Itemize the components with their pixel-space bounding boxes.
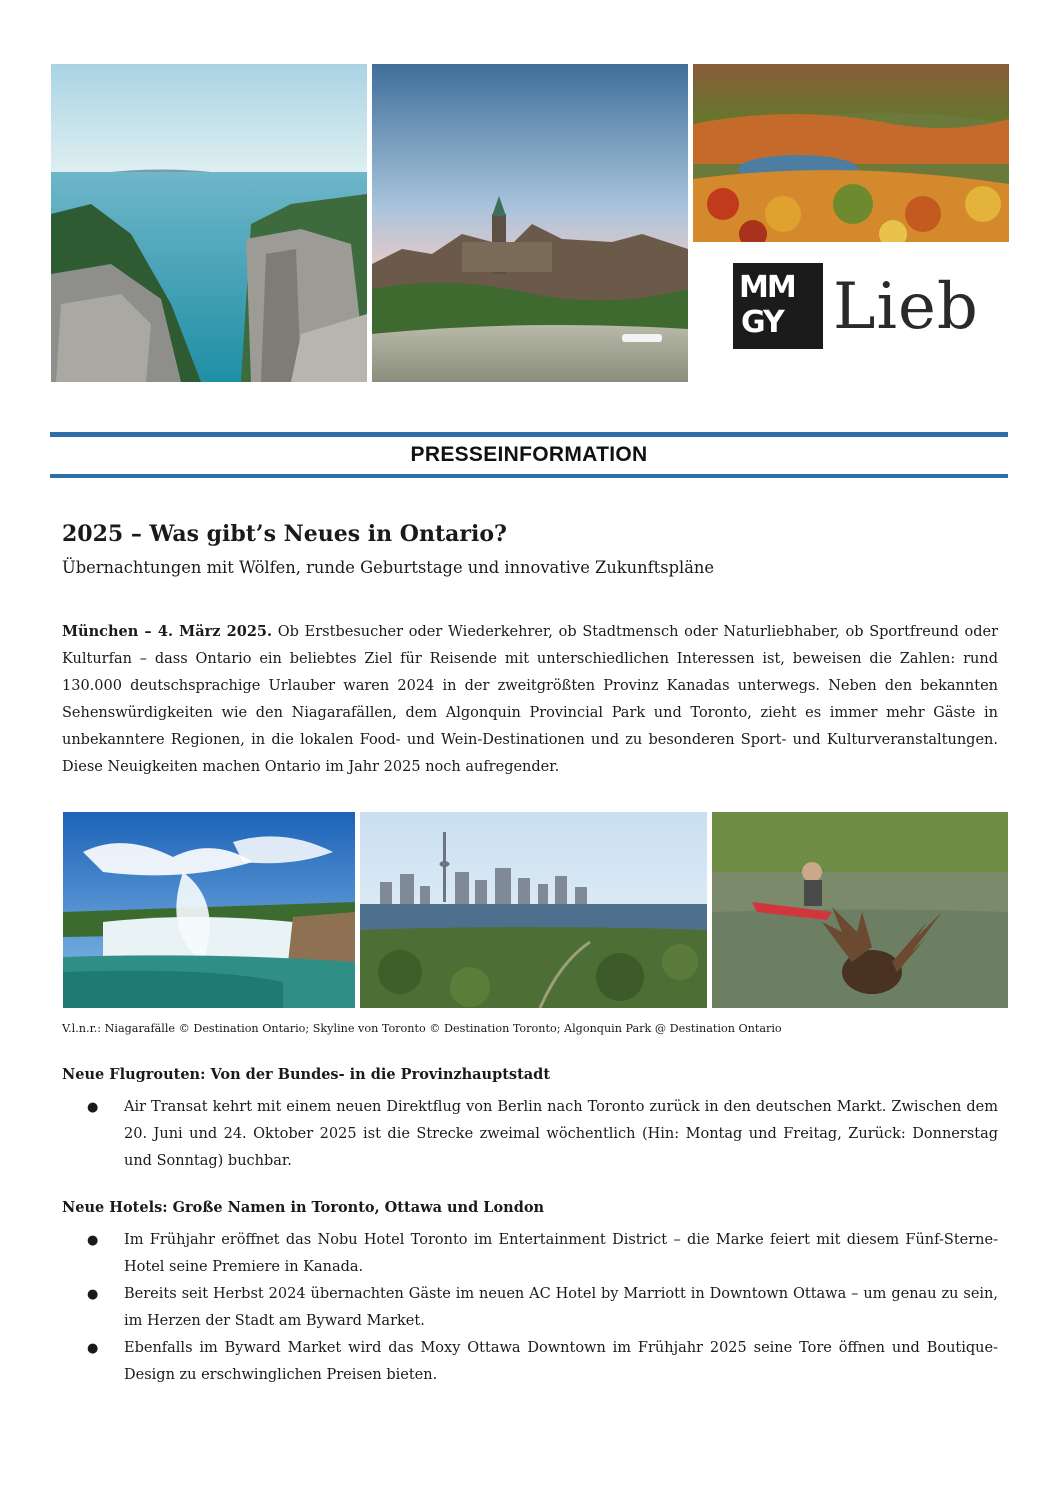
intro-paragraph bbox=[62, 618, 998, 781]
logo-mark-line1: MM bbox=[739, 270, 795, 305]
list-item bbox=[62, 1335, 998, 1389]
toronto-skyline-photo bbox=[360, 812, 707, 1008]
bullet-icon: ● bbox=[87, 1100, 99, 1115]
flights-bullet-list bbox=[62, 1094, 998, 1175]
mmgy-lieb-logo bbox=[733, 263, 978, 351]
bullet-icon: ● bbox=[87, 1287, 99, 1302]
niagara-falls-photo bbox=[63, 812, 355, 1008]
list-item-text: Air Transat kehrt mit einem neuen Direktflug von Berlin nach Toronto zurück in den deutschen Markt. Zwischen dem 20. Juni und 24. Oktober 2025 ist die Strecke zweimal wöchentlich (Hin: Montag und Freitag, Zurück: Donnerstag und Sonntag) buchbar. bbox=[124, 1099, 998, 1169]
section-title-hotels: Neue Hotels: Große Namen in Toronto, Ottawa und London bbox=[62, 1199, 545, 1216]
section-title-flights: Neue Flugrouten: Von der Bundes- in die Provinzhauptstadt bbox=[62, 1066, 551, 1083]
list-item bbox=[62, 1281, 998, 1335]
header-rule-bottom bbox=[50, 474, 1008, 478]
logo-mark-line2: GY bbox=[741, 305, 783, 340]
intro-text: Ob Erstbesucher oder Wiederkehrer, ob Stadtmensch oder Naturliebhaber, ob Sportfreund oder Kulturfan – dass Ontario ein beliebtes Ziel für Reisende mit unterschiedlichen Interessen ist, beweisen die Zahlen: rund 130.000 deutschsprachige Urlauber waren 2024 in der zweitgrößten Provinz Kanadas unterwegs. Neben den bekannten Sehenswürdigkeiten wie den Niagarafällen, dem Algonquin Provincial Park und Toronto, zieht es immer mehr Gäste in unbekanntere Regionen, in die lokalen Food- und Wein-Destinationen und zu besonderen Sport- und Kulturveranstaltungen. Diese Neuigkeiten machen Ontario im Jahr 2025 noch aufregender. bbox=[62, 624, 998, 775]
photo-caption: V.l.n.r.: Niagarafälle © Destination Ontario; Skyline von Toronto © Destination Toronto; Algonquin Park @ Destination Ontario bbox=[62, 1022, 782, 1035]
bruce-peninsula-cliffs-photo bbox=[51, 64, 367, 382]
algonquin-moose-canoe-photo bbox=[712, 812, 1008, 1008]
mmgy-logo-mark bbox=[733, 263, 823, 349]
list-item bbox=[62, 1227, 998, 1281]
bullet-icon: ● bbox=[87, 1341, 99, 1356]
parliament-hill-ottawa-photo bbox=[372, 64, 688, 382]
autumn-forest-lake-photo bbox=[693, 64, 1009, 242]
header-rule-top bbox=[50, 432, 1008, 437]
list-item-text: Ebenfalls im Byward Market wird das Moxy Ottawa Downtown im Frühjahr 2025 seine Tore öffnen und Boutique-Design zu erschwinglichen Preisen bieten. bbox=[124, 1340, 998, 1383]
press-title: PRESSEINFORMATION bbox=[410, 443, 648, 466]
bullet-icon: ● bbox=[87, 1233, 99, 1248]
list-item bbox=[62, 1094, 998, 1175]
logo-wordmark: Lieb bbox=[833, 270, 979, 344]
dateline: München – 4. März 2025. bbox=[62, 623, 273, 640]
subheadline: Übernachtungen mit Wölfen, runde Geburtstage und innovative Zukunftspläne bbox=[62, 558, 715, 577]
list-item-text: Bereits seit Herbst 2024 übernachten Gäste im neuen AC Hotel by Marriott in Downtown Ottawa – um genau zu sein, im Herzen der Stadt am Byward Market. bbox=[124, 1286, 998, 1329]
headline: 2025 – Was gibt’s Neues in Ontario? bbox=[62, 521, 507, 547]
list-item-text: Im Frühjahr eröffnet das Nobu Hotel Toronto im Entertainment District – die Marke feiert mit diesem Fünf-Sterne-Hotel seine Premiere in Kanada. bbox=[124, 1232, 998, 1275]
hotels-bullet-list bbox=[62, 1227, 998, 1389]
